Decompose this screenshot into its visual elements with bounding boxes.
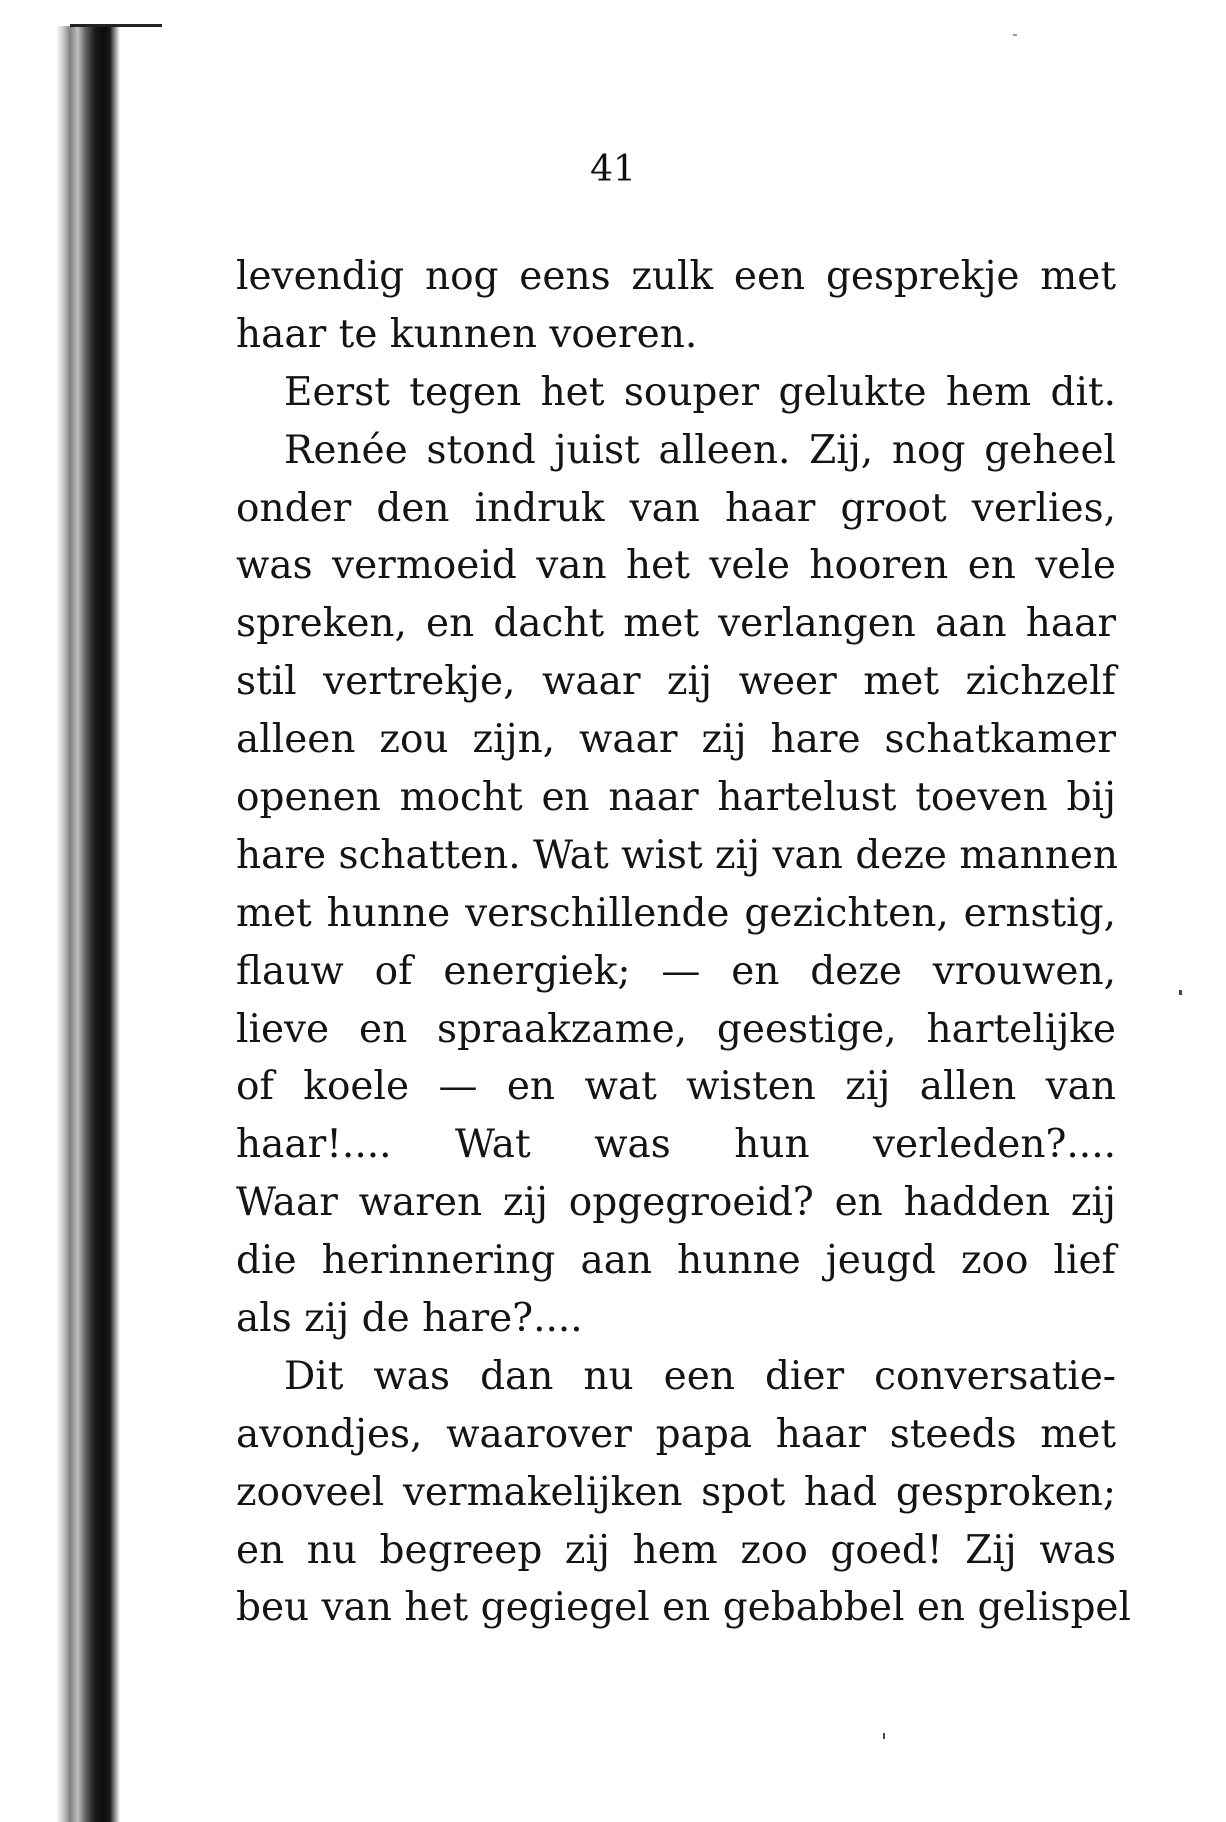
text-line: spreken, en dacht met verlangen aan haar xyxy=(236,601,1116,647)
scan-speck xyxy=(883,1733,885,1739)
text-line: avondjes, waarover papa haar steeds met xyxy=(236,1411,1116,1457)
text-line: hare schatten. Wat wist zij van deze mannen xyxy=(236,832,1119,878)
text-line: als zij de hare?.... xyxy=(236,1296,583,1342)
text-line: en nu begreep zij hem zoo goed! Zij was xyxy=(236,1527,1116,1573)
text-line: openen mocht en naar hartelust toeven bij xyxy=(236,775,1116,821)
text-line: Dit was dan nu een dier conversatie- xyxy=(284,1353,1116,1399)
text-line: Waar waren zij opgegroeid? en hadden zij xyxy=(236,1180,1116,1226)
text-line: zooveel vermakelijken spot had gesproken; xyxy=(236,1469,1116,1515)
text-line: flauw of energiek; — en deze vrouwen, xyxy=(236,948,1116,994)
text-line: of koele — en wat wisten zij allen van xyxy=(236,1064,1116,1110)
text-line: haar te kunnen voeren. xyxy=(236,311,698,357)
text-line: die herinnering aan hunne jeugd zoo lief xyxy=(236,1238,1116,1284)
text-line: stil vertrekje, waar zij weer met zichzelf xyxy=(236,659,1116,705)
text-line: met hunne verschillende gezichten, ernstig, xyxy=(236,890,1116,936)
body-text xyxy=(236,248,1131,1637)
text-line: was vermoeid van het vele hooren en vele xyxy=(236,543,1116,589)
book-binding-edge xyxy=(56,26,120,1822)
text-line: alleen zou zijn, waar zij hare schatkamer xyxy=(236,717,1116,763)
text-line: Eerst tegen het souper gelukte hem dit. xyxy=(284,369,1116,415)
text-line: levendig nog eens zulk een gesprekje met xyxy=(236,254,1116,299)
text-line: haar!.... Wat was hun verleden?.... xyxy=(236,1122,1116,1168)
page-number: 41 xyxy=(590,149,636,190)
text-line: beu van het gegiegel en gebabbel en gelispel xyxy=(236,1585,1131,1631)
text-line: lieve en spraakzame, geestige, hartelijke xyxy=(236,1006,1116,1052)
binding-top-edge xyxy=(70,24,162,27)
text-line: Renée stond juist alleen. Zij, nog geheel xyxy=(284,427,1116,473)
text-line: onder den indruk van haar groot verlies, xyxy=(236,485,1116,531)
scan-speck xyxy=(1013,34,1017,36)
scan-speck xyxy=(1179,990,1182,995)
